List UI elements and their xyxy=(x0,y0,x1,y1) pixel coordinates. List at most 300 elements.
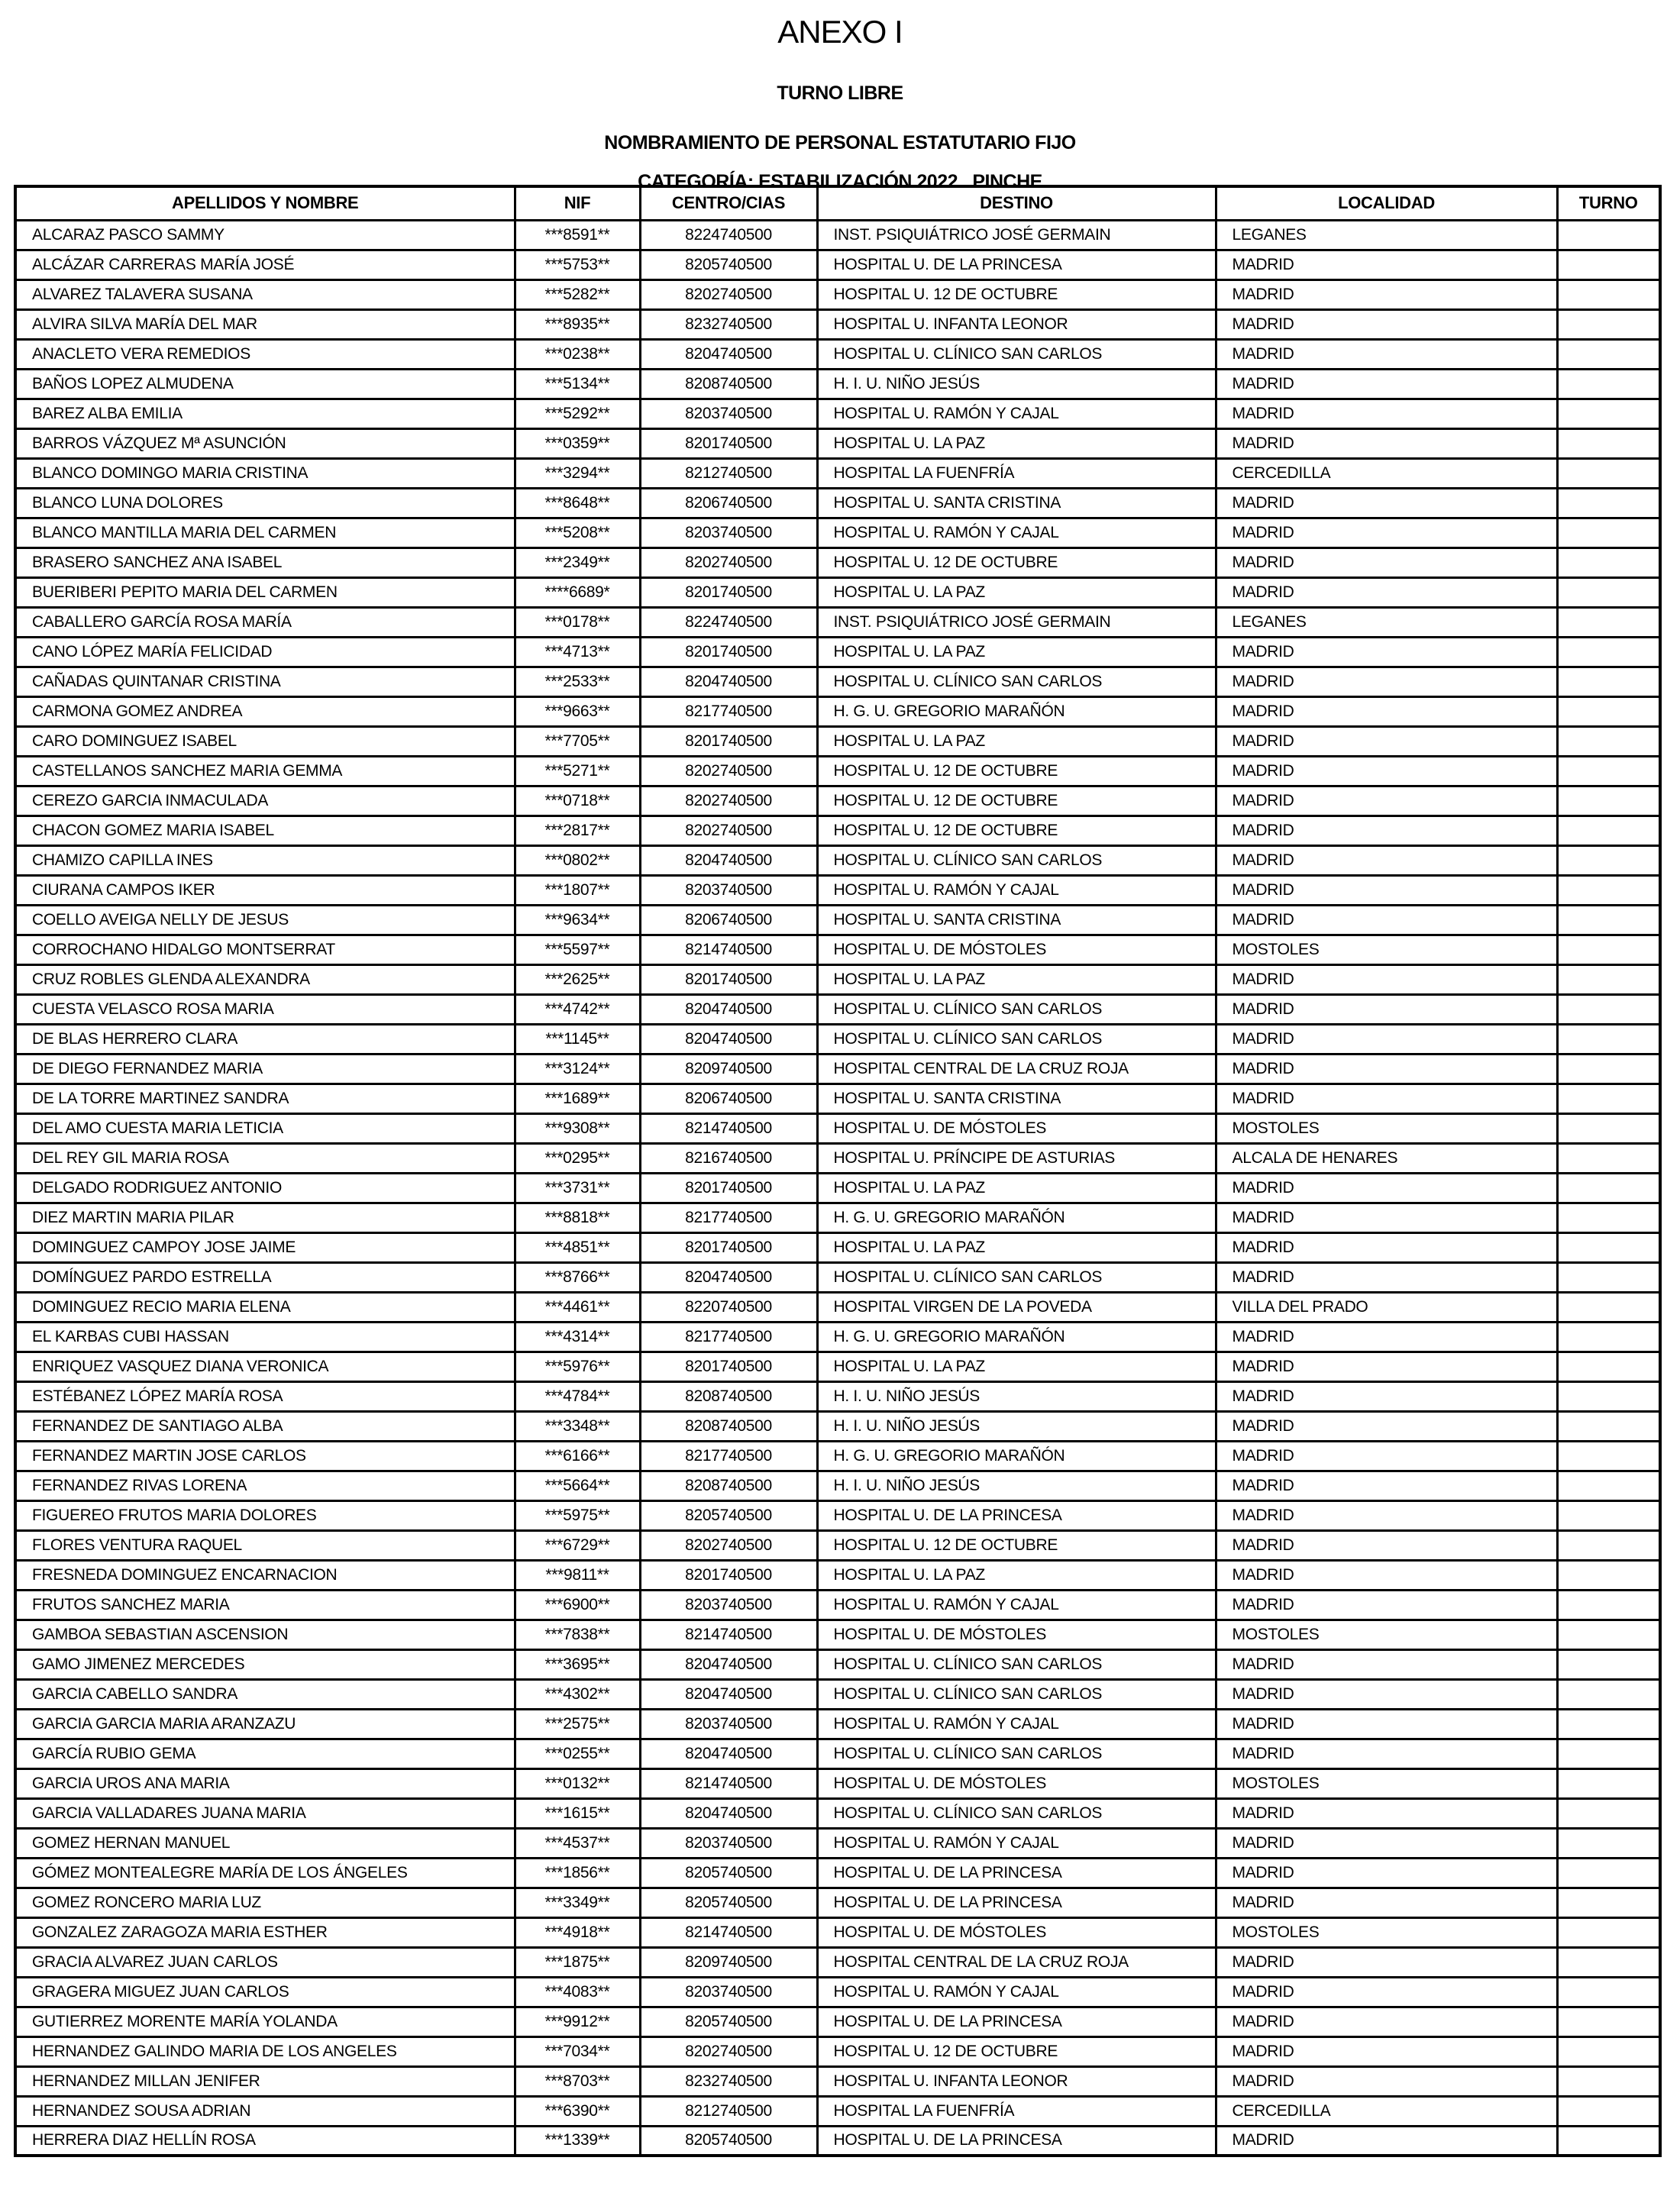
cell-nif: ***3348** xyxy=(515,1411,640,1441)
cell-apellidos: GARCIA UROS ANA MARIA xyxy=(15,1768,515,1798)
cell-turno xyxy=(1557,2126,1660,2156)
cell-nif: ***0359** xyxy=(515,428,640,458)
cell-turno xyxy=(1557,1500,1660,1530)
cell-turno xyxy=(1557,1828,1660,1858)
cell-apellidos: CARO DOMINGUEZ ISABEL xyxy=(15,726,515,756)
cell-destino: HOSPITAL U. CLÍNICO SAN CARLOS xyxy=(817,1649,1216,1679)
cell-turno xyxy=(1557,1322,1660,1352)
cell-destino: H. G. U. GREGORIO MARAÑÓN xyxy=(817,696,1216,726)
cell-nif: ***5975** xyxy=(515,1500,640,1530)
cell-turno xyxy=(1557,1947,1660,1977)
cell-apellidos: ALVIRA SILVA MARÍA DEL MAR xyxy=(15,309,515,339)
cell-centro: 8214740500 xyxy=(640,1113,817,1143)
cell-localidad: MADRID xyxy=(1216,1262,1557,1292)
cell-destino: HOSPITAL U. DE MÓSTOLES xyxy=(817,1620,1216,1649)
cell-apellidos: FERNANDEZ RIVAS LORENA xyxy=(15,1471,515,1500)
cell-turno xyxy=(1557,1709,1660,1739)
cell-turno xyxy=(1557,607,1660,637)
cell-localidad: MADRID xyxy=(1216,1709,1557,1739)
cell-nif: ***4537** xyxy=(515,1828,640,1858)
cell-apellidos: HERNANDEZ GALINDO MARIA DE LOS ANGELES xyxy=(15,2036,515,2066)
document-header xyxy=(0,0,1680,193)
cell-localidad: MADRID xyxy=(1216,1798,1557,1828)
cell-destino: HOSPITAL LA FUENFRÍA xyxy=(817,2096,1216,2126)
cell-destino: HOSPITAL U. DE LA PRINCESA xyxy=(817,250,1216,279)
cell-destino: HOSPITAL U. LA PAZ xyxy=(817,1232,1216,1262)
cell-localidad: MADRID xyxy=(1216,1024,1557,1054)
cell-localidad: MADRID xyxy=(1216,1084,1557,1113)
cell-centro: 8217740500 xyxy=(640,1322,817,1352)
cell-turno xyxy=(1557,369,1660,399)
cell-centro: 8217740500 xyxy=(640,1203,817,1232)
cell-destino: HOSPITAL U. LA PAZ xyxy=(817,637,1216,667)
cell-localidad: MADRID xyxy=(1216,369,1557,399)
cell-turno xyxy=(1557,1203,1660,1232)
table-row xyxy=(15,1292,1660,1322)
cell-centro: 8214740500 xyxy=(640,935,817,964)
cell-apellidos: DE DIEGO FERNANDEZ MARIA xyxy=(15,1054,515,1084)
table-row xyxy=(15,726,1660,756)
cell-localidad: MADRID xyxy=(1216,816,1557,845)
cell-apellidos: DE LA TORRE MARTINEZ SANDRA xyxy=(15,1084,515,1113)
cell-centro: 8201740500 xyxy=(640,964,817,994)
cell-centro: 8201740500 xyxy=(640,428,817,458)
cell-nif: ***8648** xyxy=(515,488,640,518)
cell-turno xyxy=(1557,518,1660,547)
cell-centro: 8203740500 xyxy=(640,1590,817,1620)
table-row xyxy=(15,696,1660,726)
cell-apellidos: CIURANA CAMPOS IKER xyxy=(15,875,515,905)
cell-apellidos: BRASERO SANCHEZ ANA ISABEL xyxy=(15,547,515,577)
cell-centro: 8203740500 xyxy=(640,875,817,905)
cell-nif: ***4302** xyxy=(515,1679,640,1709)
cell-nif: ***9912** xyxy=(515,2007,640,2036)
cell-apellidos: GARCIA GARCIA MARIA ARANZAZU xyxy=(15,1709,515,1739)
cell-turno xyxy=(1557,2066,1660,2096)
cell-apellidos: FIGUEREO FRUTOS MARIA DOLORES xyxy=(15,1500,515,1530)
cell-centro: 8232740500 xyxy=(640,309,817,339)
cell-destino: HOSPITAL U. LA PAZ xyxy=(817,1173,1216,1203)
cell-localidad: MADRID xyxy=(1216,1679,1557,1709)
cell-turno xyxy=(1557,994,1660,1024)
cell-localidad: MADRID xyxy=(1216,2126,1557,2156)
cell-centro: 8201740500 xyxy=(640,1560,817,1590)
cell-localidad: MADRID xyxy=(1216,1530,1557,1560)
cell-destino: HOSPITAL U. SANTA CRISTINA xyxy=(817,905,1216,935)
cell-nif: ***1856** xyxy=(515,1858,640,1888)
cell-localidad: MADRID xyxy=(1216,577,1557,607)
cell-destino: HOSPITAL U. RAMÓN Y CAJAL xyxy=(817,399,1216,428)
cell-localidad: MADRID xyxy=(1216,339,1557,369)
cell-apellidos: GOMEZ RONCERO MARIA LUZ xyxy=(15,1888,515,1917)
cell-apellidos: GOMEZ HERNAN MANUEL xyxy=(15,1828,515,1858)
cell-destino: HOSPITAL U. 12 DE OCTUBRE xyxy=(817,547,1216,577)
table-row xyxy=(15,220,1660,250)
cell-turno xyxy=(1557,1858,1660,1888)
cell-centro: 8209740500 xyxy=(640,1947,817,1977)
cell-destino: HOSPITAL U. 12 DE OCTUBRE xyxy=(817,1530,1216,1560)
cell-apellidos: FRESNEDA DOMINGUEZ ENCARNACION xyxy=(15,1560,515,1590)
cell-centro: 8212740500 xyxy=(640,458,817,488)
cell-nif: ***1145** xyxy=(515,1024,640,1054)
table-row xyxy=(15,1560,1660,1590)
column-header-apellidos: APELLIDOS Y NOMBRE xyxy=(15,186,515,220)
cell-localidad: MADRID xyxy=(1216,1858,1557,1888)
cell-centro: 8202740500 xyxy=(640,547,817,577)
cell-localidad: MADRID xyxy=(1216,1828,1557,1858)
cell-centro: 8201740500 xyxy=(640,1352,817,1381)
column-header-turno: TURNO xyxy=(1557,186,1660,220)
cell-apellidos: CORROCHANO HIDALGO MONTSERRAT xyxy=(15,935,515,964)
cell-nif: ***9634** xyxy=(515,905,640,935)
cell-nif: ***4918** xyxy=(515,1917,640,1947)
cell-apellidos: BLANCO MANTILLA MARIA DEL CARMEN xyxy=(15,518,515,547)
cell-apellidos: DEL REY GIL MARIA ROSA xyxy=(15,1143,515,1173)
table-row xyxy=(15,935,1660,964)
cell-localidad: MOSTOLES xyxy=(1216,1768,1557,1798)
cell-apellidos: CHACON GOMEZ MARIA ISABEL xyxy=(15,816,515,845)
cell-nif: ***7838** xyxy=(515,1620,640,1649)
cell-destino: HOSPITAL CENTRAL DE LA CRUZ ROJA xyxy=(817,1054,1216,1084)
cell-localidad: CERCEDILLA xyxy=(1216,2096,1557,2126)
cell-centro: 8216740500 xyxy=(640,1143,817,1173)
cell-nif: ***0718** xyxy=(515,786,640,816)
cell-nif: ***1807** xyxy=(515,875,640,905)
table-row xyxy=(15,2036,1660,2066)
cell-turno xyxy=(1557,935,1660,964)
cell-localidad: MADRID xyxy=(1216,2066,1557,2096)
cell-centro: 8217740500 xyxy=(640,1441,817,1471)
cell-localidad: MADRID xyxy=(1216,399,1557,428)
cell-turno xyxy=(1557,905,1660,935)
table-row xyxy=(15,2096,1660,2126)
cell-apellidos: CUESTA VELASCO ROSA MARIA xyxy=(15,994,515,1024)
cell-turno xyxy=(1557,250,1660,279)
cell-centro: 8204740500 xyxy=(640,994,817,1024)
table-row xyxy=(15,458,1660,488)
cell-apellidos: BAÑOS LOPEZ ALMUDENA xyxy=(15,369,515,399)
cell-turno xyxy=(1557,428,1660,458)
cell-localidad: MADRID xyxy=(1216,1739,1557,1768)
cell-centro: 8205740500 xyxy=(640,250,817,279)
cell-turno xyxy=(1557,816,1660,845)
cell-nif: ***4314** xyxy=(515,1322,640,1352)
table-row xyxy=(15,1858,1660,1888)
cell-turno xyxy=(1557,1173,1660,1203)
cell-destino: HOSPITAL U. RAMÓN Y CAJAL xyxy=(817,1590,1216,1620)
cell-localidad: MADRID xyxy=(1216,1352,1557,1381)
cell-apellidos: DOMINGUEZ RECIO MARIA ELENA xyxy=(15,1292,515,1322)
table-row xyxy=(15,1709,1660,1739)
cell-localidad: MADRID xyxy=(1216,1411,1557,1441)
cell-centro: 8217740500 xyxy=(640,696,817,726)
cell-nif: ***5292** xyxy=(515,399,640,428)
cell-turno xyxy=(1557,1917,1660,1947)
cell-apellidos: DIEZ MARTIN MARIA PILAR xyxy=(15,1203,515,1232)
cell-turno xyxy=(1557,726,1660,756)
cell-localidad: MADRID xyxy=(1216,1560,1557,1590)
cell-destino: HOSPITAL U. 12 DE OCTUBRE xyxy=(817,786,1216,816)
cell-localidad: MADRID xyxy=(1216,1649,1557,1679)
cell-apellidos: ALCARAZ PASCO SAMMY xyxy=(15,220,515,250)
cell-destino: HOSPITAL U. CLÍNICO SAN CARLOS xyxy=(817,1798,1216,1828)
cell-destino: HOSPITAL U. DE LA PRINCESA xyxy=(817,2126,1216,2156)
cell-centro: 8201740500 xyxy=(640,1232,817,1262)
column-header-nif: NIF xyxy=(515,186,640,220)
cell-destino: HOSPITAL U. DE LA PRINCESA xyxy=(817,1858,1216,1888)
cell-apellidos: BUERIBERI PEPITO MARIA DEL CARMEN xyxy=(15,577,515,607)
cell-destino: H. I. U. NIÑO JESÚS xyxy=(817,1411,1216,1441)
cell-destino: HOSPITAL U. DE LA PRINCESA xyxy=(817,2007,1216,2036)
cell-localidad: MADRID xyxy=(1216,309,1557,339)
cell-centro: 8205740500 xyxy=(640,2007,817,2036)
table-header xyxy=(15,186,1660,220)
cell-nif: ***6166** xyxy=(515,1441,640,1471)
cell-centro: 8201740500 xyxy=(640,637,817,667)
cell-centro: 8204740500 xyxy=(640,1649,817,1679)
table-row xyxy=(15,994,1660,1024)
cell-nif: ***1339** xyxy=(515,2126,640,2156)
cell-destino: HOSPITAL U. DE LA PRINCESA xyxy=(817,1500,1216,1530)
table-row xyxy=(15,547,1660,577)
cell-destino: HOSPITAL U. INFANTA LEONOR xyxy=(817,2066,1216,2096)
cell-nif: ***2349** xyxy=(515,547,640,577)
cell-turno xyxy=(1557,547,1660,577)
table-row xyxy=(15,250,1660,279)
cell-destino: HOSPITAL U. 12 DE OCTUBRE xyxy=(817,2036,1216,2066)
table-row xyxy=(15,816,1660,845)
cell-destino: HOSPITAL U. LA PAZ xyxy=(817,577,1216,607)
cell-turno xyxy=(1557,279,1660,309)
cell-nif: ***4461** xyxy=(515,1292,640,1322)
cell-centro: 8214740500 xyxy=(640,1768,817,1798)
cell-turno xyxy=(1557,786,1660,816)
cell-apellidos: FLORES VENTURA RAQUEL xyxy=(15,1530,515,1560)
cell-nif: ***7034** xyxy=(515,2036,640,2066)
cell-nif: ***9663** xyxy=(515,696,640,726)
cell-apellidos: BARROS VÁZQUEZ Mª ASUNCIÓN xyxy=(15,428,515,458)
cell-nif: ***4083** xyxy=(515,1977,640,2007)
cell-centro: 8203740500 xyxy=(640,1977,817,2007)
cell-turno xyxy=(1557,1352,1660,1381)
cell-apellidos: CEREZO GARCIA INMACULADA xyxy=(15,786,515,816)
cell-turno xyxy=(1557,458,1660,488)
cell-destino: HOSPITAL U. CLÍNICO SAN CARLOS xyxy=(817,845,1216,875)
cell-localidad: MADRID xyxy=(1216,1173,1557,1203)
cell-nif: ***4784** xyxy=(515,1381,640,1411)
cell-centro: 8202740500 xyxy=(640,786,817,816)
cell-nif: ***5271** xyxy=(515,756,640,786)
cell-centro: 8202740500 xyxy=(640,2036,817,2066)
cell-destino: HOSPITAL U. CLÍNICO SAN CARLOS xyxy=(817,667,1216,696)
cell-turno xyxy=(1557,1739,1660,1768)
cell-apellidos: GUTIERREZ MORENTE MARÍA YOLANDA xyxy=(15,2007,515,2036)
cell-centro: 8204740500 xyxy=(640,1798,817,1828)
cell-apellidos: GRAGERA MIGUEZ JUAN CARLOS xyxy=(15,1977,515,2007)
cell-nif: ***4851** xyxy=(515,1232,640,1262)
cell-destino: HOSPITAL LA FUENFRÍA xyxy=(817,458,1216,488)
table-row xyxy=(15,667,1660,696)
table-row xyxy=(15,428,1660,458)
cell-destino: HOSPITAL U. SANTA CRISTINA xyxy=(817,488,1216,518)
cell-centro: 8204740500 xyxy=(640,667,817,696)
cell-destino: HOSPITAL U. RAMÓN Y CAJAL xyxy=(817,518,1216,547)
column-header-destino: DESTINO xyxy=(817,186,1216,220)
subtitle-turno-libre: TURNO LIBRE xyxy=(777,82,903,104)
cell-apellidos: FRUTOS SANCHEZ MARIA xyxy=(15,1590,515,1620)
cell-centro: 8204740500 xyxy=(640,845,817,875)
cell-turno xyxy=(1557,2096,1660,2126)
cell-destino: HOSPITAL U. SANTA CRISTINA xyxy=(817,1084,1216,1113)
cell-apellidos: CARMONA GOMEZ ANDREA xyxy=(15,696,515,726)
cell-nif: ***2575** xyxy=(515,1709,640,1739)
table-row xyxy=(15,637,1660,667)
cell-centro: 8212740500 xyxy=(640,2096,817,2126)
cell-nif: ***6729** xyxy=(515,1530,640,1560)
cell-apellidos: DEL AMO CUESTA MARIA LETICIA xyxy=(15,1113,515,1143)
cell-turno xyxy=(1557,1411,1660,1441)
cell-destino: HOSPITAL U. INFANTA LEONOR xyxy=(817,309,1216,339)
table-row xyxy=(15,756,1660,786)
table-row xyxy=(15,1471,1660,1500)
table-row xyxy=(15,1649,1660,1679)
cell-destino: HOSPITAL U. LA PAZ xyxy=(817,964,1216,994)
cell-nif: ***3695** xyxy=(515,1649,640,1679)
cell-turno xyxy=(1557,756,1660,786)
table-row xyxy=(15,845,1660,875)
cell-centro: 8205740500 xyxy=(640,2126,817,2156)
cell-nif: ***6390** xyxy=(515,2096,640,2126)
cell-turno xyxy=(1557,577,1660,607)
cell-nif: ***3731** xyxy=(515,1173,640,1203)
appointments-table xyxy=(14,185,1662,2157)
cell-centro: 8203740500 xyxy=(640,1828,817,1858)
cell-centro: 8206740500 xyxy=(640,488,817,518)
table-row xyxy=(15,1113,1660,1143)
table-body xyxy=(15,220,1660,2156)
cell-localidad: MADRID xyxy=(1216,1381,1557,1411)
cell-centro: 8205740500 xyxy=(640,1888,817,1917)
cell-destino: HOSPITAL U. CLÍNICO SAN CARLOS xyxy=(817,339,1216,369)
cell-destino: HOSPITAL U. LA PAZ xyxy=(817,726,1216,756)
cell-localidad: MADRID xyxy=(1216,1232,1557,1262)
table-row xyxy=(15,1411,1660,1441)
cell-destino: HOSPITAL U. CLÍNICO SAN CARLOS xyxy=(817,1739,1216,1768)
cell-centro: 8201740500 xyxy=(640,577,817,607)
table-row xyxy=(15,1590,1660,1620)
cell-apellidos: HERRERA DIAZ HELLÍN ROSA xyxy=(15,2126,515,2156)
table-row xyxy=(15,1947,1660,1977)
cell-centro: 8205740500 xyxy=(640,1500,817,1530)
cell-apellidos: BLANCO LUNA DOLORES xyxy=(15,488,515,518)
cell-centro: 8201740500 xyxy=(640,726,817,756)
cell-turno xyxy=(1557,1054,1660,1084)
cell-apellidos: ALVAREZ TALAVERA SUSANA xyxy=(15,279,515,309)
cell-centro: 8202740500 xyxy=(640,816,817,845)
cell-nif: ***5597** xyxy=(515,935,640,964)
cell-turno xyxy=(1557,1292,1660,1322)
cell-centro: 8208740500 xyxy=(640,1471,817,1500)
table-row xyxy=(15,577,1660,607)
cell-localidad: MADRID xyxy=(1216,1441,1557,1471)
cell-localidad: MADRID xyxy=(1216,1471,1557,1500)
cell-destino: H. G. U. GREGORIO MARAÑÓN xyxy=(817,1322,1216,1352)
cell-destino: HOSPITAL U. RAMÓN Y CAJAL xyxy=(817,875,1216,905)
cell-nif: ***5134** xyxy=(515,369,640,399)
cell-centro: 8201740500 xyxy=(640,1173,817,1203)
cell-destino: HOSPITAL CENTRAL DE LA CRUZ ROJA xyxy=(817,1947,1216,1977)
table-row xyxy=(15,1352,1660,1381)
cell-turno xyxy=(1557,399,1660,428)
table-row xyxy=(15,1888,1660,1917)
table-row xyxy=(15,1084,1660,1113)
cell-centro: 8208740500 xyxy=(640,1381,817,1411)
cell-apellidos: GONZALEZ ZARAGOZA MARIA ESTHER xyxy=(15,1917,515,1947)
cell-centro: 8204740500 xyxy=(640,1739,817,1768)
cell-nif: ***2625** xyxy=(515,964,640,994)
cell-apellidos: HERNANDEZ MILLAN JENIFER xyxy=(15,2066,515,2096)
cell-nif: ***0178** xyxy=(515,607,640,637)
cell-localidad: MADRID xyxy=(1216,250,1557,279)
cell-localidad: MADRID xyxy=(1216,726,1557,756)
column-header-localidad: LOCALIDAD xyxy=(1216,186,1557,220)
table-row xyxy=(15,1620,1660,1649)
table-row xyxy=(15,1232,1660,1262)
cell-nif: ***9308** xyxy=(515,1113,640,1143)
table-row xyxy=(15,1828,1660,1858)
cell-apellidos: DOMINGUEZ CAMPOY JOSE JAIME xyxy=(15,1232,515,1262)
cell-nif: ***0238** xyxy=(515,339,640,369)
cell-destino: HOSPITAL U. RAMÓN Y CAJAL xyxy=(817,1709,1216,1739)
cell-centro: 8203740500 xyxy=(640,399,817,428)
cell-nif: ***8818** xyxy=(515,1203,640,1232)
cell-apellidos: CASTELLANOS SANCHEZ MARIA GEMMA xyxy=(15,756,515,786)
cell-turno xyxy=(1557,696,1660,726)
cell-centro: 8206740500 xyxy=(640,905,817,935)
cell-destino: HOSPITAL U. CLÍNICO SAN CARLOS xyxy=(817,1679,1216,1709)
cell-apellidos: GRACIA ALVAREZ JUAN CARLOS xyxy=(15,1947,515,1977)
cell-turno xyxy=(1557,1888,1660,1917)
cell-localidad: VILLA DEL PRADO xyxy=(1216,1292,1557,1322)
cell-turno xyxy=(1557,1084,1660,1113)
table-row xyxy=(15,1024,1660,1054)
cell-nif: ***7705** xyxy=(515,726,640,756)
cell-nif: ***8703** xyxy=(515,2066,640,2096)
cell-destino: HOSPITAL U. LA PAZ xyxy=(817,1560,1216,1590)
cell-localidad: MADRID xyxy=(1216,488,1557,518)
table-header-row xyxy=(15,186,1660,220)
cell-turno xyxy=(1557,1232,1660,1262)
cell-localidad: CERCEDILLA xyxy=(1216,458,1557,488)
table-row xyxy=(15,786,1660,816)
cell-nif: ***8935** xyxy=(515,309,640,339)
table-row xyxy=(15,1739,1660,1768)
cell-nif: ***0802** xyxy=(515,845,640,875)
cell-nif: ***3124** xyxy=(515,1054,640,1084)
cell-apellidos: ALCÁZAR CARRERAS MARÍA JOSÉ xyxy=(15,250,515,279)
cell-destino: HOSPITAL U. 12 DE OCTUBRE xyxy=(817,756,1216,786)
cell-nif: ***0255** xyxy=(515,1739,640,1768)
cell-localidad: MADRID xyxy=(1216,279,1557,309)
cell-apellidos: CHAMIZO CAPILLA INES xyxy=(15,845,515,875)
cell-localidad: MADRID xyxy=(1216,1500,1557,1530)
cell-turno xyxy=(1557,1977,1660,2007)
cell-destino: HOSPITAL U. DE LA PRINCESA xyxy=(817,1888,1216,1917)
cell-nif: ***0132** xyxy=(515,1768,640,1798)
cell-apellidos: COELLO AVEIGA NELLY DE JESUS xyxy=(15,905,515,935)
table-row xyxy=(15,309,1660,339)
cell-turno xyxy=(1557,1471,1660,1500)
